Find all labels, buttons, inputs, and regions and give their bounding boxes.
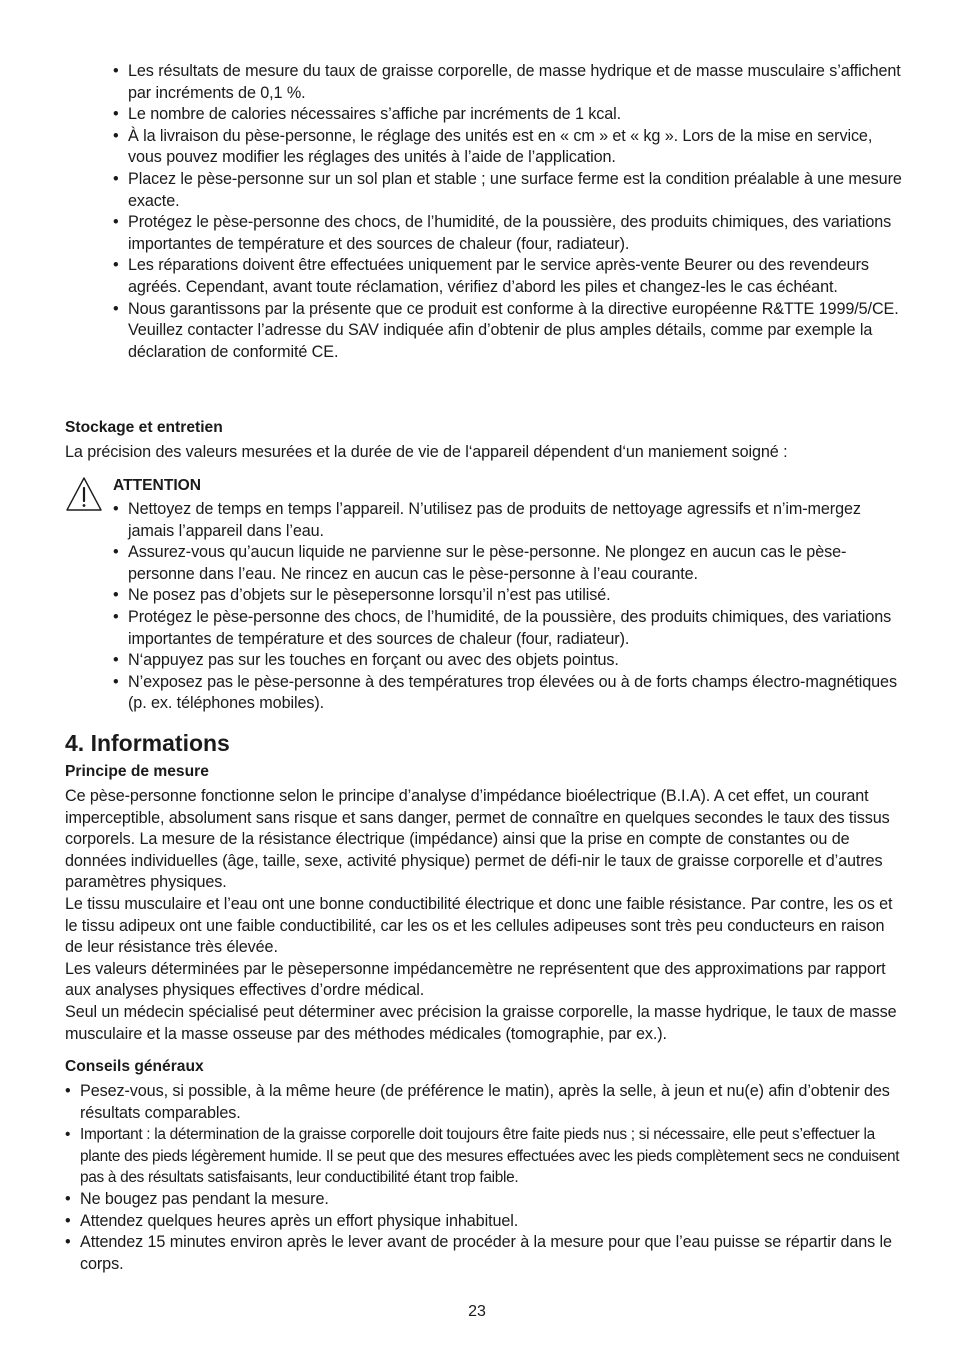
storage-intro: La précision des valeurs mesurées et la durée de vie de l‘appareil dépendent d‘un maniement soigné : [65, 443, 788, 461]
storage-heading: Stockage et entretien [65, 419, 223, 436]
paragraph: Le tissu musculaire et l’eau ont une bonne conductibilité électrique et donc une faible résistance. Par contre, les os et le tissu adipeux ont une faible conductibilité, car les os et les cellules adipeuses sont très peu conducteurs en raison de leur résistance très élevée. [65, 894, 893, 957]
list-item: • Nettoyez de temps en temps l’appareil. N’utilisez pas de produits de nettoyage agressifs et n’im-mergez jamais l’appareil dans l’eau. [113, 499, 903, 542]
list-item: • Assurez-vous qu’aucun liquide ne parvienne sur le pèse-personne. Ne plongez en aucun cas le pèse-personne dans l’eau. Ne rincez en aucun cas le pèse-personne à l’eau courante. [113, 542, 903, 585]
list-item: • Placez le pèse-personne sur un sol plan et stable ; une surface ferme est la condition préalable à une mesure exacte. [113, 169, 903, 212]
advice-list [65, 1081, 903, 1275]
paragraph: Ce pèse-personne fonctionne selon le principe d’analyse d’impédance bioélectrique (B.I.A). A cet effet, un courant imperceptible, absolument sans risque et sans danger, permet de connaître en quelques secondes le taux des tissus corporels. La mesure de la résistance électrique (impédance) ainsi que la prise en compte de constantes ou de données individuelles (âge, taille, sexe, activité physique) permet de défi-nir le taux de graisse corporelle et d’autres paramètres physiques. [65, 787, 890, 892]
list-item: • Protégez le pèse-personne des chocs, de l’humidité, de la poussière, des produits chimiques, des variations importantes de température et des sources de chaleur (four, radiateur). [113, 212, 903, 255]
list-item: • Attendez 15 minutes environ après le lever avant de procéder à la mesure pour que l’eau puisse se répartir dans le corps. [65, 1232, 903, 1275]
principle-heading: Principe de mesure [65, 763, 209, 780]
top-bullet-list [113, 61, 903, 363]
warning-triangle-icon [65, 476, 103, 512]
list-item: • Les résultats de mesure du taux de graisse corporelle, de masse hydrique et de masse musculaire s’affichent par incréments de 0,1 %. [113, 61, 903, 104]
paragraph: Les valeurs déterminées par le pèsepersonne impédancemètre ne représentent que des approximations par rapport aux analyses physiques effectives d’ordre médical. [65, 959, 886, 1000]
section-title: 4. Informations [65, 730, 230, 756]
page-number: 23 [468, 1303, 486, 1320]
list-item: • Ne posez pas d’objets sur le pèsepersonne lorsqu’il n’est pas utilisé. [113, 585, 903, 607]
conformity-note: Veuillez contacter l’adresse du SAV indiquée afin d’obtenir de plus amples détails, comme par exemple la déclaration de conformité CE. [128, 321, 873, 361]
list-item: • Nous garantissons par la présente que ce produit est conforme à la directive européenne R&TTE 1999/5/CE. [113, 299, 903, 321]
list-item: • À la livraison du pèse-personne, le réglage des unités est en « cm » et « kg ». Lors de la mise en service, vous pouvez modifier les réglages des unités à l’aide de l’application. [113, 126, 903, 169]
attention-label: ATTENTION [113, 477, 202, 494]
list-item: • Important : la détermination de la graisse corporelle doit toujours être faite pieds nus ; si nécessaire, elle peut s’effectuer la plante des pieds légèrement humide. Il se peut que des mesures effectuées avec les pieds complètement secs ne conduisent pas à des résultats satisfaisants, leur conductibilité étant trop faible. [65, 1124, 903, 1189]
list-item: • Les réparations doivent être effectuées uniquement par le service après-vente Beurer ou des revendeurs agréés. Cependant, avant toute réclamation, vérifiez d’abord les piles et changez-les le cas échéant. [113, 255, 903, 298]
list-item: • Ne bougez pas pendant la mesure. [65, 1189, 903, 1211]
paragraph: Seul un médecin spécialisé peut déterminer avec précision la graisse corporelle, la masse hydrique, le taux de masse musculaire et la masse osseuse par des méthodes médicales (tomographie, par ex.). [65, 1002, 897, 1043]
list-item: • Pesez-vous, si possible, à la même heure (de préférence le matin), après la selle, à jeun et nu(e) afin d’obtenir des résultats comparables. [65, 1081, 903, 1124]
list-item: • N’exposez pas le pèse-personne à des températures trop élevées ou à de forts champs électro-magnétiques (p. ex. téléphones mobiles). [113, 672, 903, 715]
list-item: • N‘appuyez pas sur les touches en forçant ou avec des objets pointus. [113, 650, 903, 672]
principle-body [65, 786, 900, 1045]
advice-heading: Conseils généraux [65, 1058, 204, 1075]
list-item: • Le nombre de calories nécessaires s’affiche par incréments de 1 kcal. [113, 104, 903, 126]
list-item: • Protégez le pèse-personne des chocs, de l’humidité, de la poussière, des produits chimiques, des variations importantes de température et des sources de chaleur (four, radiateur). [113, 607, 903, 650]
attention-list [113, 499, 903, 715]
list-item: • Attendez quelques heures après un effort physique inhabituel. [65, 1211, 903, 1233]
